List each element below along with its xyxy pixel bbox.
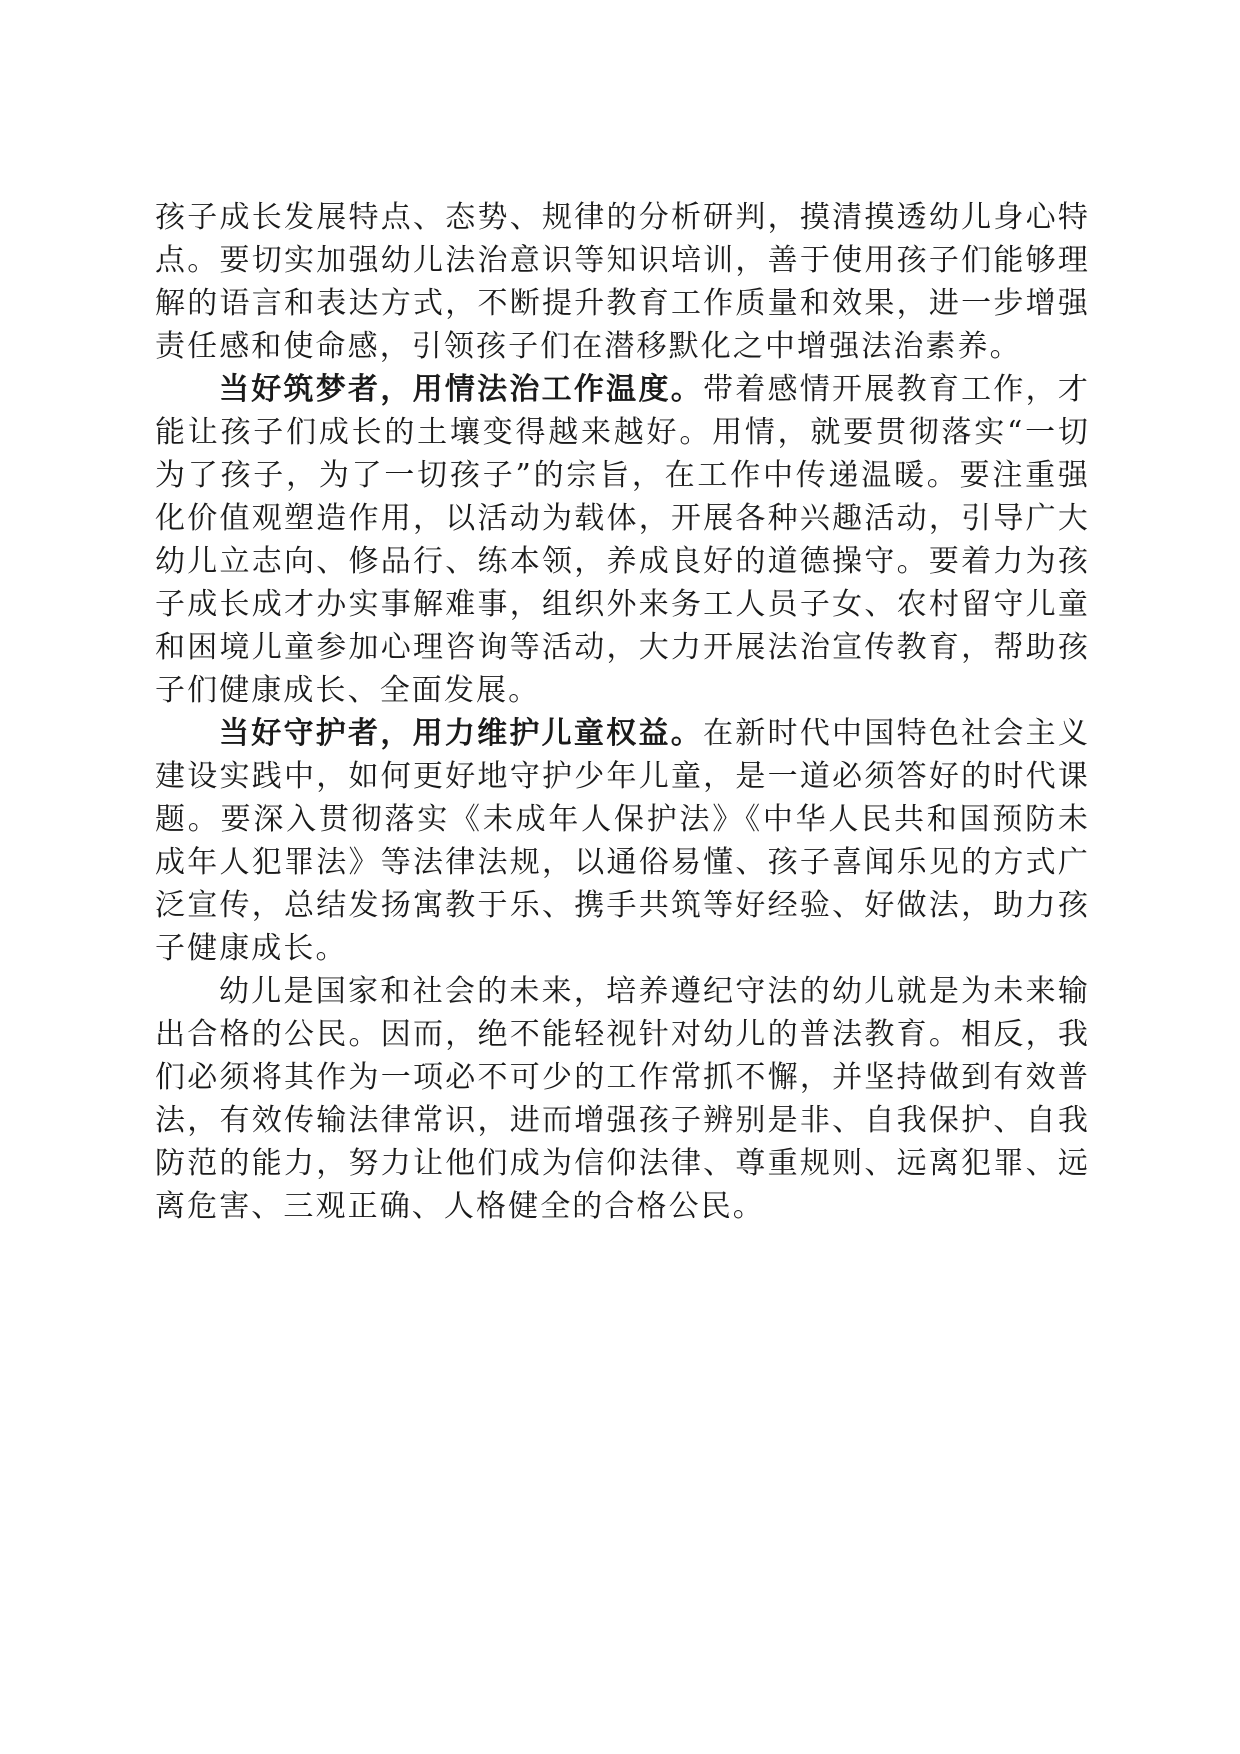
paragraph-text: 带着感情开展教育工作，才能让孩子们成长的土壤变得越来越好。用情，就要贯彻落实“一切为了孩子，为了一切孩子”的宗旨，在工作中传递温暖。要注重强化价值观塑造作用，以活动为载体，开展各种兴趣活动，引导广大幼儿立志向、修品行、练本领，养成良好的道德操守。要着力为孩子成长成才办实事解难事，组织外来务工人员子女、农村留守儿童和困境儿童参加心理咨询等活动，大力开展法治宣传教育，帮助孩子们健康成长、全面发展。 bbox=[155, 372, 1091, 708]
document-body bbox=[155, 196, 1090, 1228]
paragraph-dream-builder bbox=[155, 368, 1090, 712]
paragraph-text: 孩子成长发展特点、态势、规律的分析研判，摸清摸透幼儿身心特点。要切实加强幼儿法治意识等知识培训，善于使用孩子们能够理解的语言和表达方式，不断提升教育工作质量和效果，进一步增强责任感和使命感，引领孩子们在潜移默化之中增强法治素养。 bbox=[155, 200, 1090, 364]
paragraph-text: 在新时代中国特色社会主义建设实践中，如何更好地守护少年儿童，是一道必须答好的时代课题。要深入贯彻落实《未成年人保护法》《中华人民共和国预防未成年人犯罪法》等法律法规，以通俗易懂、孩子喜闻乐见的方式广泛宣传，总结发扬寓教于乐、携手共筑等好经验、好做法，助力孩子健康成长。 bbox=[155, 716, 1091, 966]
paragraph-heading: 当好筑梦者，用情法治工作温度。 bbox=[219, 372, 703, 407]
paragraph-conclusion bbox=[155, 970, 1090, 1228]
paragraph-text: 幼儿是国家和社会的未来，培养遵纪守法的幼儿就是为未来输出合格的公民。因而，绝不能轻视针对幼儿的普法教育。相反，我们必须将其作为一项必不可少的工作常抓不懈，并坚持做到有效普法，有效传输法律常识，进而增强孩子辨别是非、自我保护、自我防范的能力，努力让他们成为信仰法律、尊重规则、远离犯罪、远离危害、三观正确、人格健全的合格公民。 bbox=[155, 974, 1090, 1224]
paragraph-continuation bbox=[155, 196, 1090, 368]
paragraph-guardian bbox=[155, 712, 1090, 970]
paragraph-heading: 当好守护者，用力维护儿童权益。 bbox=[219, 716, 703, 751]
